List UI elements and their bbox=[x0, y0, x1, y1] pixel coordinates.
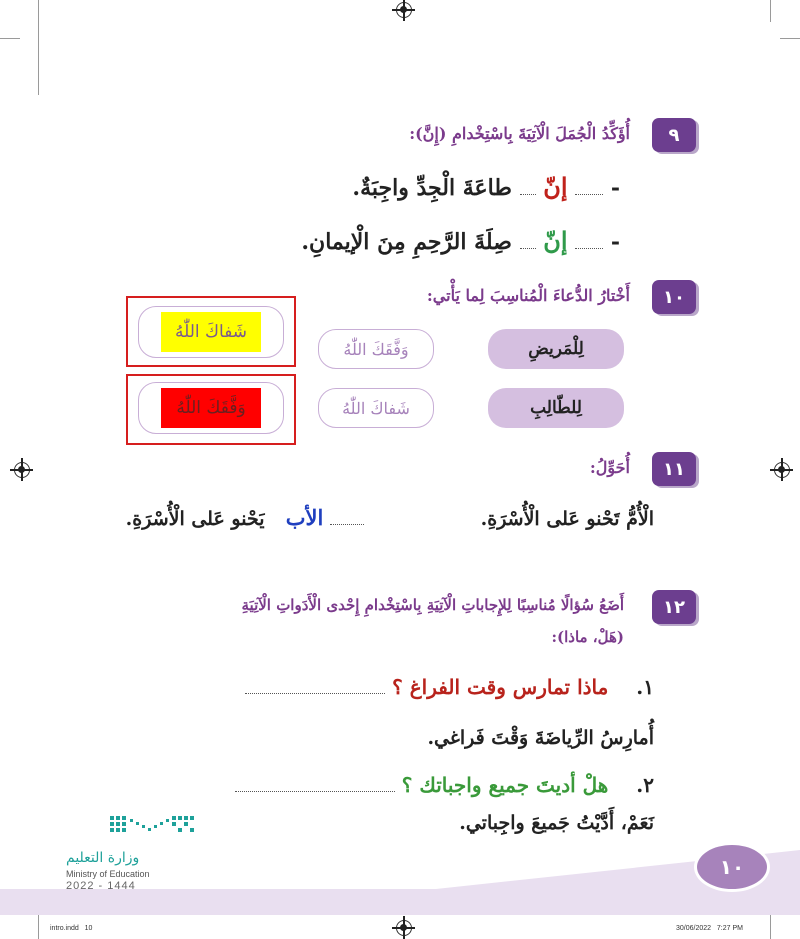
question-11-number: ١١ bbox=[652, 452, 696, 486]
question-12-title: أَضَعُ سُؤالًا مُناسِبًا لِلإِجاباتِ الْآتِيَةِ بِاسْتِخْدامِ إِحْدى الْأَدَواتِ الْآتِيَةِ bbox=[241, 596, 624, 614]
crop-mark bbox=[0, 38, 20, 39]
question-10-title: أَخْتارُ الدُّعاءَ الْمُناسِبَ لِما يَأْتي: bbox=[426, 286, 630, 305]
registration-mark-icon bbox=[396, 2, 412, 18]
q12-question-1: ماذا تمارس وقت الفراغ ؟ bbox=[392, 675, 609, 699]
q12-answer-2: نَعَمْ، أَدَّيْتُ جَميعَ واجِباتي. bbox=[459, 812, 654, 834]
target-student-pill: لِلطّالِبِ bbox=[488, 388, 624, 428]
dash: - bbox=[610, 229, 620, 255]
dash: - bbox=[610, 175, 620, 201]
item-number: ٢. bbox=[636, 773, 654, 797]
footer-file-name: intro.indd 10 bbox=[50, 925, 93, 932]
question-12-number: ١٢ bbox=[652, 590, 696, 624]
q12-question-2: هلْ أديتَ جميع واجباتك ؟ bbox=[401, 773, 609, 797]
registration-mark-icon bbox=[14, 462, 30, 478]
q11-source-sentence: الْأُمُّ تَحْنو عَلى الْأُسْرَةِ. bbox=[480, 508, 654, 530]
dotted-blank bbox=[330, 524, 364, 525]
dotted-blank bbox=[235, 791, 395, 792]
footer-band bbox=[0, 889, 800, 915]
q12-item-2-question-line bbox=[235, 773, 654, 797]
q9-sentence-1: طاعَةَ الْجِدِّ واجِبَةٌ. bbox=[352, 175, 512, 201]
page-number-badge: ١٠ bbox=[694, 842, 770, 892]
registration-mark-icon bbox=[396, 920, 412, 936]
crop-mark bbox=[38, 915, 39, 939]
q11-answer-line bbox=[126, 505, 364, 530]
question-11-title: أُحَوِّلُ: bbox=[589, 458, 630, 477]
ministry-year: 2022 - 1444 bbox=[66, 880, 136, 892]
answer-pill-2 bbox=[138, 382, 284, 434]
q9-line-2 bbox=[301, 226, 620, 255]
answer-pill-1 bbox=[138, 306, 284, 358]
answer-highlight-yellow: شَفاكَ اللّٰهُ bbox=[161, 312, 261, 352]
q11-answer: الأب bbox=[285, 505, 324, 530]
crop-mark bbox=[38, 0, 39, 95]
target-patient-pill: لِلْمَريضِ bbox=[488, 329, 624, 369]
dotted-blank bbox=[575, 248, 603, 249]
ministry-name-en: Ministry of Education bbox=[66, 869, 150, 879]
dotted-blank bbox=[520, 248, 536, 249]
ministry-logo-icon bbox=[106, 812, 202, 840]
ministry-name-ar: وزارة التعليم bbox=[66, 850, 140, 866]
q9-sentence-2: صِلَةَ الرَّحِمِ مِنَ الْإيمانِ. bbox=[301, 229, 512, 255]
crop-mark bbox=[770, 0, 771, 22]
footer-date: 30/06/2022 7:27 PM bbox=[676, 925, 743, 932]
question-9-number: ٩ bbox=[652, 118, 696, 152]
question-10-number: ١٠ bbox=[652, 280, 696, 314]
q12-answer-1: أُمارِسُ الرِّياضَةَ وَقْتَ فَراغي. bbox=[427, 727, 654, 749]
dotted-blank bbox=[520, 194, 536, 195]
crop-mark bbox=[770, 915, 771, 939]
answer-highlight-red: وَفَّقَكَ اللّٰهُ bbox=[161, 388, 261, 428]
q9-line-1 bbox=[352, 172, 620, 201]
crop-mark bbox=[780, 38, 800, 39]
question-12-tools: (هَلْ، ماذا): bbox=[551, 628, 624, 646]
q9-answer-1: إنّ bbox=[543, 172, 568, 201]
dotted-blank bbox=[575, 194, 603, 195]
q12-item-1-question-line bbox=[245, 675, 654, 699]
dotted-blank bbox=[245, 693, 385, 694]
registration-mark-icon bbox=[774, 462, 790, 478]
q9-answer-2: إنّ bbox=[543, 226, 568, 255]
option-pill: شَفاكَ اللّٰهُ bbox=[318, 388, 434, 428]
q11-sentence: يَحْنو عَلى الْأُسْرَةِ. bbox=[125, 508, 265, 530]
item-number: ١. bbox=[636, 675, 654, 699]
option-pill: وَفَّقَكَ اللّٰهُ bbox=[318, 329, 434, 369]
question-9-title: أُؤَكِّدُ الْجُمَلَ الْآتِيَةَ بِاسْتِخْدامِ (إِنَّ): bbox=[409, 124, 630, 143]
